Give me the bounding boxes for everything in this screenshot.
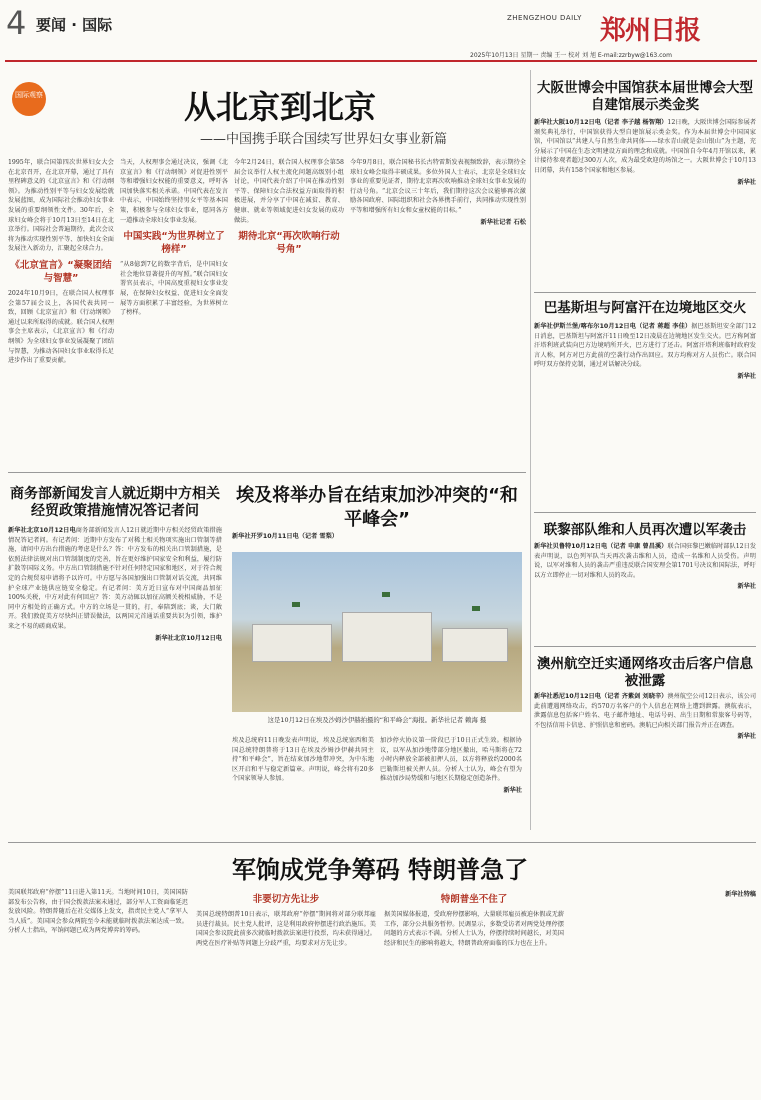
military-column-3 [384, 888, 564, 1093]
hero-credit: 新华社记者 石松 [480, 218, 526, 226]
lebanon-credit: 新华社 [737, 583, 756, 591]
hero-subhead-3: 期待北京“再次吹响行动号角” [238, 231, 340, 256]
photo-building [342, 612, 432, 662]
header-rule [5, 60, 757, 62]
divider [8, 842, 756, 843]
military-credit: 新华社特稿 [725, 891, 756, 898]
hero-body-5: 今年2月24日，联合国人权理事会第58届会议举行人权主流化问题高级别小组讨论，中国代表介绍了中国在推动性别平等、保障妇女合法权益方面取得的积极进展，并分享了中国在减贫、教育、健康、就业等领域促进妇女发展的成功做法。 [234, 159, 344, 224]
military-body-3: 据美国媒体报道，受政府停摆影响，大量联邦雇员被迫休假或无薪工作，部分公共服务暂停。民调显示，多数受访者对两党处理停摆问题的方式表示不满。分析人士认为，停摆持续时间越长，对美国经济和民生的影响将越大，特朗普政府面临的压力也在上升。 [384, 911, 564, 947]
osaka-article [534, 118, 756, 290]
photo-building [252, 624, 332, 662]
pakistan-article [534, 322, 756, 502]
gaza-body-2: 加沙停火协议第一阶段已于10日正式生效。根据协议，以军从加沙地带部分地区撤出，哈马斯将在72小时内释放全部被扣押人员，以方将释放约2000名巴勒斯坦被关押人员。分析人士认为，峰会有望为推动加沙局势缓和与地区长期稳定创造条件。 [380, 737, 522, 783]
divider [534, 646, 756, 647]
lebanon-body: 联合国驻黎巴嫩临时部队12日发表声明说，以色列军队当天再次袭击维和人员，造成一名维和人员受伤。声明说，以军对维和人员的袭击严重违反联合国安理会第1701号决议和国际法，呼吁以方立即停止一切对维和人员的攻击。 [534, 543, 756, 579]
paper-english-name: ZHENGZHOU DAILY [507, 14, 582, 22]
gaza-headline: 埃及将举办旨在结束加沙冲突的“和平峰会” [236, 485, 518, 530]
military-subhead-2: 特朗普坐不住了 [440, 894, 508, 905]
hero-headline: 从北京到北京 [183, 88, 376, 126]
hero-body-2: 2024年10月9日，在联合国人权理事会第57届会议上，各国代表共同一致，回顾《北京宣言》和《行动纲领》通过以来所取得的成就。联合国人权理事会主席表示，《北京宣言》和《行动纲领》为全球妇女事业发展凝聚了团结与智慧，为推动各国妇女事业取得长足进步作出了重要贡献。 [8, 289, 114, 365]
hero-subheadline: ——中国携手联合国续写世界妇女事业新篇 [200, 132, 448, 147]
military-column-4 [572, 888, 756, 1093]
macau-body: 澳州航空公司12日表示，该公司此前遭遇网络攻击，约570万名客户的个人信息在网络上遭到泄露。澳航表示，泄露信息包括客户姓名、电子邮件地址、电话号码、出生日期和常旅客号码等，不包括信用卡信息、护照信息和密码。澳航已向相关部门报告并正在调查。 [534, 693, 756, 729]
pakistan-body: 据巴基斯坦安全部门12日消息，巴基斯坦与阿富汗11日晚至12日凌晨在边境地区发生交火。巴方称阿富汗塔利班武装向巴方边境哨所开火，巴方进行了还击。阿富汗塔利班临时政府发言人称，阿方对巴方此前的空袭行动作出回应。双方均称对方人员伤亡。联合国呼吁双方保持克制，通过对话解决分歧。 [534, 323, 756, 369]
commerce-credit: 新华社北京10月12日电 [155, 634, 222, 642]
macau-headline: 澳州航空迁实通网络攻击后客户信息被泄露 [537, 656, 753, 689]
commerce-body: 商务部新闻发言人12日就近期中方相关经贸政策措施情况答记者问。有记者问：近期中方发布了对稀土相关物项实施出口管制等措施，请问中方出台措施的考虑是什么？答：中方发布的相关出口管制措施，是依照法律法规对出口管制制度的完善，旨在更好维护国家安全和利益，履行防扩散等国际义务。中方出口管制措施不针对任何特定国家和地区，对于符合规定的合规贸易申请将予以许可。中方愿与各国加强出口管制对话交流，共同维护全球产业链供应链安全稳定。有记者问：美方近日宣布对中国商品加征100%关税，中方对此有何回应？答：美方动辄以加征高额关税相威胁，不是同中方相处的正确方式。中方的立场是一贯的，打，奉陪到底；谈，大门敞开。我们敦促美方尽快纠正错误做法，以两国元首通话重要共识为引领，维护来之不易的磋商成果。 [8, 527, 222, 630]
hero-subhead-2: 中国实践“为世界树立了榜样” [123, 231, 225, 256]
hero-body-1: 1995年，联合国第四次世界妇女大会在北京召开，在北京开幕，通过了具有里程碑意义的《北京宣言》和《行动纲领》。为推动性别平等与妇女发展绘就发展蓝图，成为国际社会推动妇女事业发展的重要纲领性文件。30年后，全球妇女峰会将于10月13日至14日在北京举行。国际社会普遍期待，此次会议将为推动实现性别平等、加快妇女全面发展注入新动力，汇聚起全球合力。 [8, 159, 114, 253]
military-subhead-1: 非要切方先让步 [252, 894, 320, 905]
gaza-column-2 [380, 736, 522, 840]
hero-column-1 [8, 158, 114, 468]
divider [534, 512, 756, 513]
column-divider [530, 70, 531, 830]
divider [534, 292, 756, 293]
paper-logo: 郑州日报 [600, 16, 701, 46]
military-column-2 [196, 888, 376, 1093]
pakistan-headline: 巴基斯坦与阿富汗在边境地区交火 [543, 300, 747, 316]
military-body-2: 美国总统特朗普10日表示，联邦政府“停摆”期间将对部分联邦雇员进行裁员。民主党人批评，这是利用政府停摆进行政治施压。美国国会参议院此前多次就临时拨款法案进行投票，均未获得通过。两党在医疗补贴等问题上分歧严重，均要求对方先让步。 [196, 911, 376, 947]
hero-subhead-1: 《北京宣言》“凝聚团结与智慧” [10, 259, 112, 284]
military-body: 美国联邦政府“停摆”11日进入第11天。当地时间10日，美国国防部发布公告称，由于国会拨款法案未通过，部分军人工资面临延迟发放风险。特朗普随后在社交媒体上发文，指责民主党人“拿军人当人质”。美国国会参众两院至今未能就临时拨款法案达成一致。分析人士指出，军饷问题已成为两党博弈的筹码。 [8, 889, 188, 935]
pakistan-byline: 新华社伊斯兰堡/喀布尔10月12日电（记者 蒋超 李佳） [534, 323, 692, 330]
issue-line: 2025年10月13日 星期一 责编 王一 校对 刘 旭 E-mail:zzrbyw@163.com [470, 52, 672, 59]
lebanon-byline: 新华社贝鲁特10月12日电（记者 申康 曾昌溪） [534, 543, 668, 550]
commerce-headline: 商务部新闻发言人就近期中方相关经贸政策措施情况答记者问 [10, 486, 220, 519]
hero-body-6: 今年9月8日，联合国秘书长古特雷斯发表视频致辞，表示期待全球妇女峰会取得丰硕成果。多位外国人士表示，北京是全球妇女事业的重要见证者，期待北京再次吹响推动全球妇女事业发展的行动号角。“北京会议三十年后，我们期待这次会议能够再次激励各国政府、国际组织和社会各界携手前行，共同推动实现性别平等和增强所有妇女和女童权能的目标。” [350, 159, 526, 214]
gaza-byline: 新华社开罗10月11日电（记者 雪梨） [232, 533, 338, 540]
macau-credit: 新华社 [737, 733, 756, 741]
pakistan-credit: 新华社 [737, 372, 756, 380]
hero-body-3: 当天，人权理事会通过决议，强调《北京宣言》和《行动纲领》对促进性别平等和增强妇女权能的重要意义，呼吁各国加快落实相关承诺。中国代表在发言中表示，中国始终坚持男女平等基本国策，积极参与全球妇女事业，愿同各方一道推动全球妇女事业发展。 [120, 159, 228, 224]
photo-flag [292, 602, 300, 607]
osaka-headline: 大阪世博会中国馆获本届世博会大型自建馆展示类金奖 [537, 80, 753, 113]
commerce-byline: 新华社北京10月12日电 [8, 527, 76, 534]
masthead [0, 0, 761, 64]
hero-column-2 [120, 158, 228, 468]
osaka-credit: 新华社 [737, 178, 756, 186]
military-column-1 [8, 888, 188, 1093]
page-number: 4 [6, 4, 27, 42]
gaza-column-1 [232, 736, 374, 840]
gaza-byline-row [232, 532, 522, 550]
news-photo [232, 552, 522, 712]
commerce-article [8, 526, 222, 838]
macau-byline: 新华社悉尼10月12日电（记者 齐紫剑 刘晓辛） [534, 693, 668, 700]
divider [8, 472, 526, 473]
photo-building [442, 628, 508, 662]
gaza-credit: 新华社 [503, 786, 522, 794]
osaka-byline: 新华社大阪10月12日电（记者 李子越 杨智翔） [534, 119, 668, 126]
lebanon-article [534, 542, 756, 642]
lebanon-headline: 联黎部队维和人员再次遭以军袭击 [543, 522, 747, 538]
photo-flag [472, 606, 480, 611]
photo-caption: 这是10月12日在埃及沙姆沙伊赫拍摄的“和平峰会”海报。新华社记者 赖海 摄 [267, 716, 487, 724]
osaka-body: 12日晚，大阪世博会国际参展者颁奖典礼举行，中国馆获得大型自建馆展示类金奖。作为本届世博会中国国家馆，中国馆以“共建人与自然生命共同体——绿水青山就是金山银山”为主题，充分展示了中国在生态文明建设方面的理念和成就。中国馆自今年4月开馆以来，累计接待参观者超过300万人次，成为最受欢迎的场馆之一。大阪世博会于10月13日闭幕，共有158个国家和地区参展。 [534, 119, 756, 174]
photo-flag [382, 592, 390, 597]
section-name: 要闻 · 国际 [36, 16, 113, 34]
hero-body-4: “从8億到7亿的数字背后，是中国妇女社会地位显著提升的写照。”联合国妇女署官员表示，中国高度重视妇女事业发展，在保障妇女权益、促进妇女全面发展等方面积累了丰富经验，为世界树立了榜样。 [120, 261, 228, 317]
macau-article [534, 692, 756, 824]
feature-badge: 国际观察 [12, 82, 46, 116]
military-headline: 军饷成党争筹码 特朗普急了 [231, 856, 529, 884]
hero-column-4 [350, 158, 526, 468]
hero-column-3 [234, 158, 344, 468]
gaza-body-1: 埃及总统府11日晚发表声明说，埃及总统塞西和美国总统特朗普将于13日在埃及沙姆沙伊赫共同主持“和平峰会”，旨在结束加沙地带冲突，为中东地区开启和平与稳定新篇章。声明说，峰会将有20多个国家领导人参加。 [232, 737, 374, 783]
